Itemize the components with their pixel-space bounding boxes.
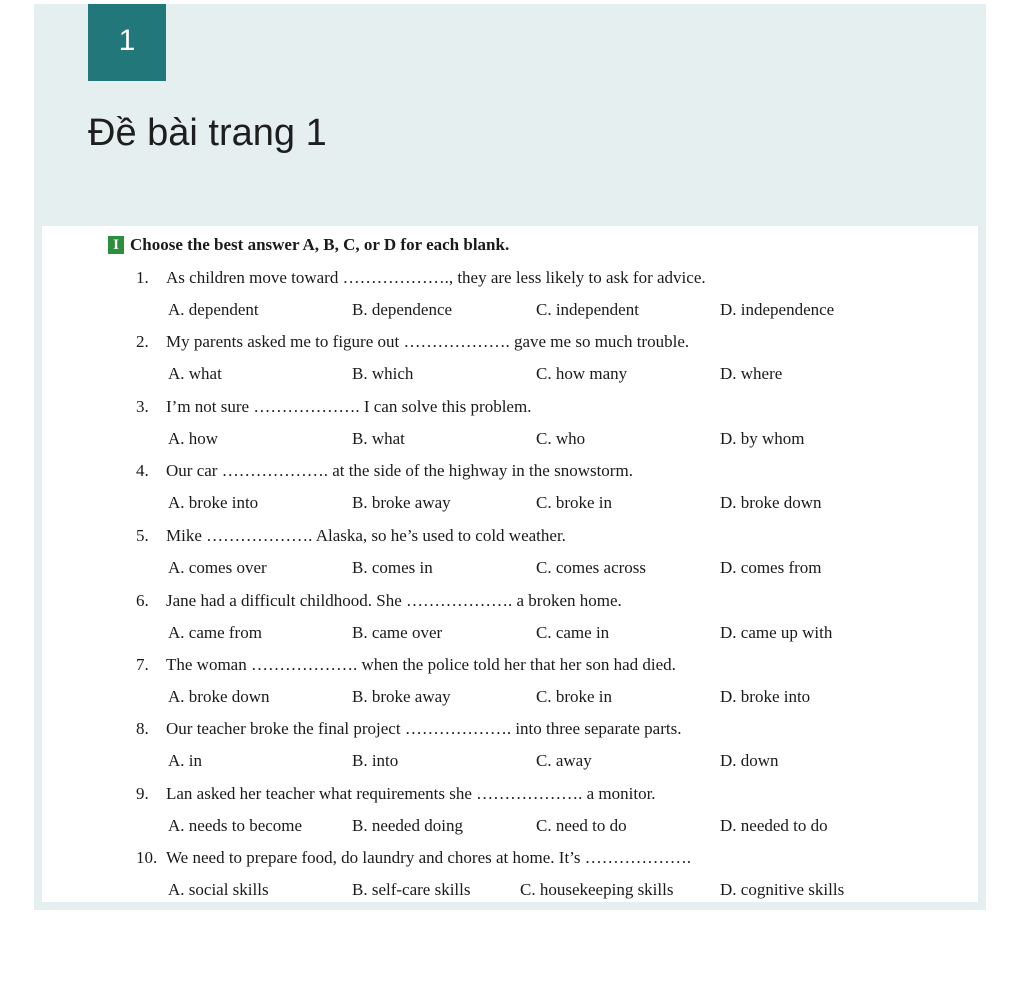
question-1-options [168,299,888,321]
question-number: 3. [136,397,149,416]
option-a: A. what [168,364,222,383]
question-number: 10. [136,848,158,867]
option-d: D. where [720,364,783,383]
option-b: B. broke away [352,687,451,706]
option-a: A. comes over [168,558,267,577]
question-text: Our car ………………. at the side of the highway in the snowstorm. [166,461,633,480]
option-d: D. comes from [720,558,822,577]
question-text: My parents asked me to figure out ………………. gave me so much trouble. [166,332,690,351]
option-a: A. broke into [168,493,259,512]
option-c: C. broke in [536,493,613,512]
question-8 [136,718,681,740]
option-d: D. by whom [720,429,805,448]
question-7-options [168,686,888,708]
option-d: D. down [720,751,779,770]
question-number: 8. [136,719,149,738]
question-text: Mike ………………. Alaska, so he’s used to cold weather. [166,526,566,545]
question-4 [136,460,633,482]
option-c: C. how many [536,364,628,383]
question-2 [136,331,689,353]
question-9 [136,783,656,805]
question-text: We need to prepare food, do laundry and chores at home. It’s ………………. [166,848,692,867]
question-3-options [168,428,888,450]
option-a: A. came from [168,623,262,642]
option-d: D. cognitive skills [720,880,845,899]
option-c: C. came in [536,623,610,642]
question-number: 4. [136,461,149,480]
option-d: D. broke down [720,493,822,512]
question-text: Lan asked her teacher what requirements she ………………. a monitor. [166,784,656,803]
option-b: B. comes in [352,558,433,577]
question-9-options [168,815,888,837]
question-text: Jane had a difficult childhood. She ………………. a broken home. [166,591,622,610]
option-a: A. needs to become [168,816,303,835]
option-c: C. comes across [536,558,647,577]
question-text: Our teacher broke the final project ………………. into three separate parts. [166,719,682,738]
question-8-options [168,750,888,772]
section-marker: I [108,236,124,254]
option-b: B. broke away [352,493,451,512]
option-a: A. social skills [168,880,269,899]
question-number: 5. [136,526,149,545]
question-5 [136,525,566,547]
option-c: C. away [536,751,592,770]
question-number: 2. [136,332,149,351]
page-title: Đề bài trang 1 [88,112,327,154]
option-d: D. broke into [720,687,811,706]
option-d: D. came up with [720,623,833,642]
question-6 [136,590,622,612]
option-d: D. needed to do [720,816,828,835]
question-text: As children move toward ………………., they are less likely to ask for advice. [166,268,706,287]
option-b: B. into [352,751,399,770]
question-number: 7. [136,655,149,674]
option-b: B. which [352,364,414,383]
section-heading [108,234,509,256]
option-b: B. came over [352,623,443,642]
question-text: I’m not sure ………………. I can solve this problem. [166,397,532,416]
question-3 [136,396,531,418]
option-c: C. independent [536,300,639,319]
option-a: A. how [168,429,219,448]
option-a: A. in [168,751,202,770]
question-1 [136,267,706,289]
option-c: C. who [536,429,586,448]
question-number: 1. [136,268,149,287]
option-c: C. need to do [536,816,627,835]
question-6-options [168,622,888,644]
question-7 [136,654,676,676]
question-number: 6. [136,591,149,610]
option-b: B. needed doing [352,816,463,835]
option-a: A. dependent [168,300,259,319]
page-number-badge: 1 [88,4,166,81]
question-text: The woman ………………. when the police told her that her son had died. [166,655,676,674]
question-10 [136,847,691,869]
option-c: C. broke in [536,687,613,706]
question-5-options [168,557,888,579]
option-b: B. self-care skills [352,880,471,899]
question-2-options [168,363,888,385]
option-b: B. what [352,429,405,448]
option-a: A. broke down [168,687,270,706]
question-4-options [168,492,888,514]
option-d: D. independence [720,300,835,319]
option-b: B. dependence [352,300,453,319]
question-number: 9. [136,784,149,803]
section-instruction: Choose the best answer A, B, C, or D for each blank. [130,235,510,254]
option-c: C. housekeeping skills [520,880,674,899]
question-10-options [168,879,888,901]
